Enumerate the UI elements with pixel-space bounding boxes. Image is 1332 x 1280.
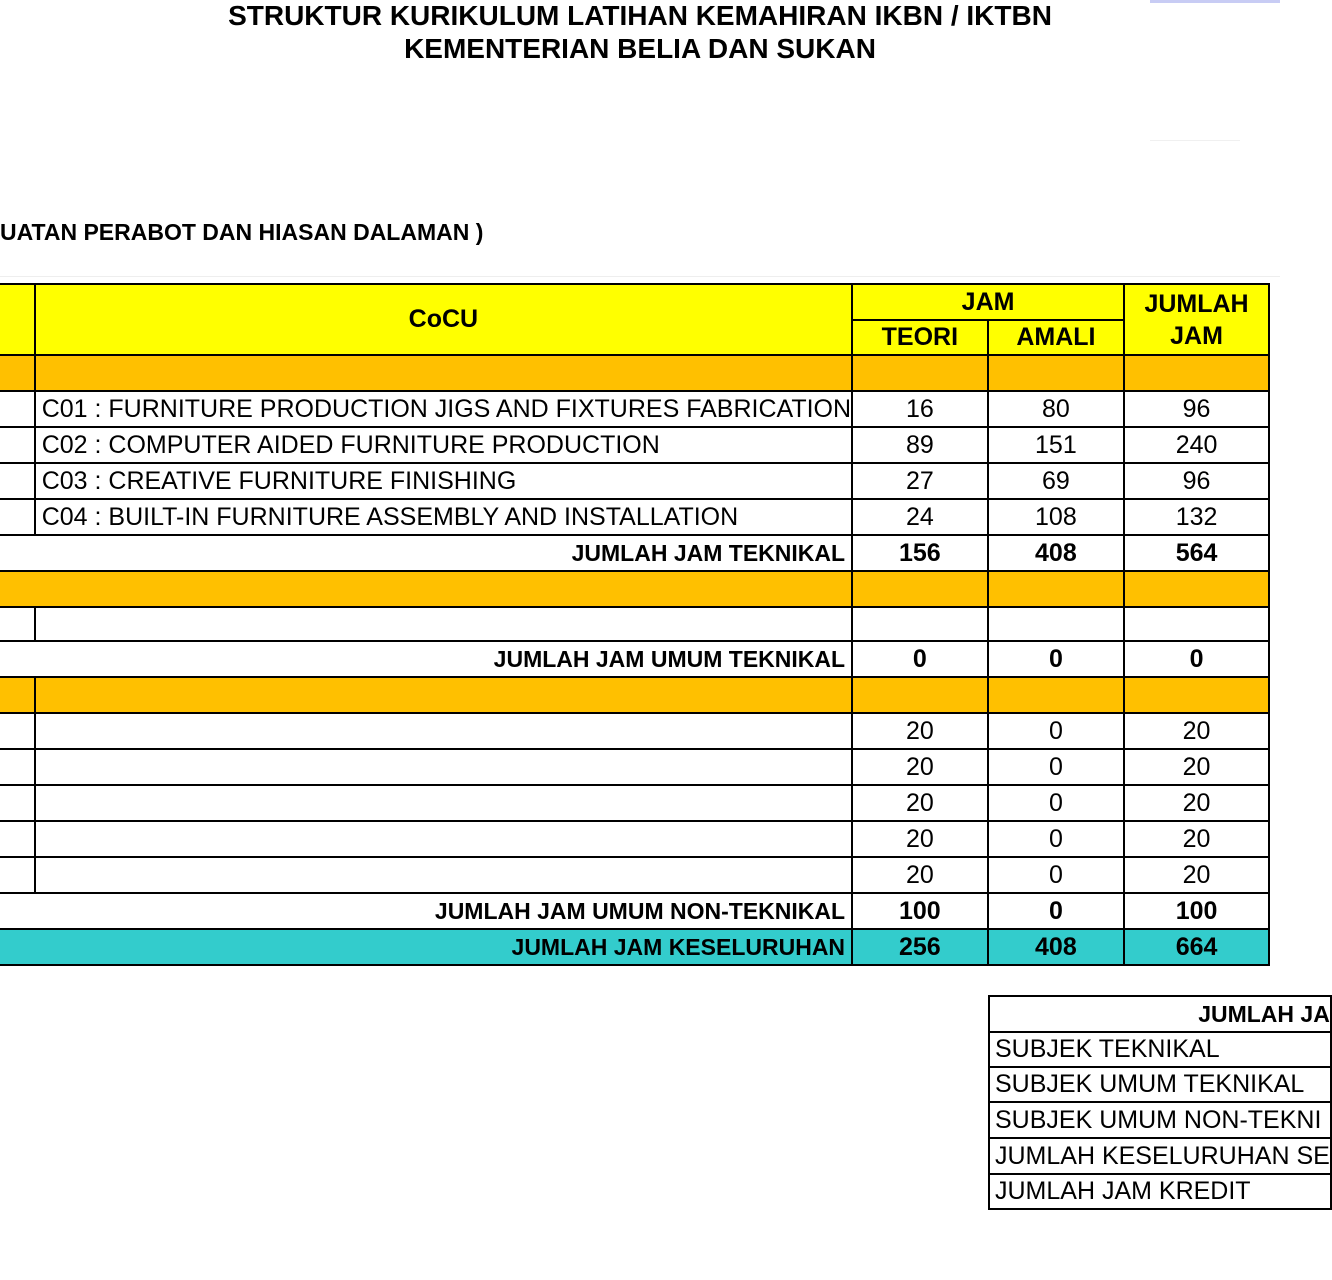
teori-value: 20 <box>852 713 988 749</box>
cocu-name: C01 : FURNITURE PRODUCTION JIGS AND FIXTURES FABRICATION <box>35 391 852 427</box>
teori-value: 20 <box>852 821 988 857</box>
teori-value: 27 <box>852 463 988 499</box>
summary-header: JUMLAH JA <box>989 996 1331 1032</box>
amali-value: 0 <box>988 713 1124 749</box>
total-amali: 0 <box>988 641 1124 677</box>
grand-total-amali: 408 <box>988 929 1124 965</box>
jumlah-value: 240 <box>1124 427 1269 463</box>
jumlah-value: 96 <box>1124 463 1269 499</box>
teori-value: 24 <box>852 499 988 535</box>
amali-value: 0 <box>988 857 1124 893</box>
jumlah-value: 20 <box>1124 749 1269 785</box>
header-jumlah-line1: JUMLAH <box>1144 289 1249 318</box>
amali-value: 0 <box>988 785 1124 821</box>
teori-value: 16 <box>852 391 988 427</box>
total-teori: 0 <box>852 641 988 677</box>
summary-row: JUMLAH KESELURUHAN SE <box>989 1138 1331 1174</box>
header-jumlah-jam <box>1124 284 1269 355</box>
table-row <box>0 821 1269 857</box>
header-row <box>0 284 1269 320</box>
grand-total-jumlah: 664 <box>1124 929 1269 965</box>
jumlah-value: 20 <box>1124 713 1269 749</box>
grand-total-row <box>0 929 1269 965</box>
header-teori: TEORI <box>852 320 988 355</box>
grand-total-label: JUMLAH JAM KESELURUHAN <box>0 929 852 965</box>
jumlah-value: 96 <box>1124 391 1269 427</box>
total-row-non-teknikal <box>0 893 1269 929</box>
total-teori: 156 <box>852 535 988 571</box>
program-name: UATAN PERABOT DAN HIASAN DALAMAN ) <box>0 219 484 245</box>
divider <box>1150 140 1240 141</box>
teori-value: 20 <box>852 749 988 785</box>
cocu-name: C03 : CREATIVE FURNITURE FINISHING <box>35 463 852 499</box>
total-jumlah: 100 <box>1124 893 1269 929</box>
cocu-name: C02 : COMPUTER AIDED FURNITURE PRODUCTION <box>35 427 852 463</box>
teori-value: 20 <box>852 785 988 821</box>
total-jumlah: 564 <box>1124 535 1269 571</box>
amali-value: 0 <box>988 749 1124 785</box>
total-amali: 408 <box>988 535 1124 571</box>
section-row <box>0 571 1269 607</box>
teori-value: 20 <box>852 857 988 893</box>
jumlah-value: 20 <box>1124 785 1269 821</box>
summary-row: SUBJEK UMUM TEKNIKAL <box>989 1067 1331 1102</box>
total-teori: 100 <box>852 893 988 929</box>
summary-row: JUMLAH JAM KREDIT <box>989 1174 1331 1209</box>
section-row <box>0 355 1269 391</box>
page-title: STRUKTUR KURIKULUM LATIHAN KEMAHIRAN IKBN / IKTBN <box>228 0 1052 31</box>
cocu-name: C04 : BUILT-IN FURNITURE ASSEMBLY AND INSTALLATION <box>35 499 852 535</box>
total-jumlah: 0 <box>1124 641 1269 677</box>
summary-table <box>988 995 1332 1210</box>
table-row <box>0 749 1269 785</box>
amali-value: 80 <box>988 391 1124 427</box>
grand-total-teori: 256 <box>852 929 988 965</box>
jumlah-value: 20 <box>1124 857 1269 893</box>
header-jam: JAM <box>852 284 1124 320</box>
total-label: JUMLAH JAM UMUM NON-TEKNIKAL <box>0 893 852 929</box>
amali-value: 0 <box>988 821 1124 857</box>
total-label: JUMLAH JAM TEKNIKAL <box>0 535 852 571</box>
header-cocu: CoCU <box>35 284 852 355</box>
amali-value: 151 <box>988 427 1124 463</box>
header-amali: AMALI <box>988 320 1124 355</box>
curriculum-table <box>0 283 1270 966</box>
total-row-teknikal <box>0 535 1269 571</box>
divider <box>0 276 1280 277</box>
total-label: JUMLAH JAM UMUM TEKNIKAL <box>0 641 852 677</box>
amali-value: 108 <box>988 499 1124 535</box>
jumlah-value: 20 <box>1124 821 1269 857</box>
jumlah-value: 132 <box>1124 499 1269 535</box>
header-jumlah-line2: JAM <box>1170 321 1223 350</box>
summary-row: SUBJEK UMUM NON-TEKNI <box>989 1102 1331 1138</box>
table-row <box>0 857 1269 893</box>
table-row <box>0 391 1269 427</box>
table-row <box>0 607 1269 641</box>
header-cell-blank <box>0 284 35 355</box>
table-row <box>0 499 1269 535</box>
teori-value: 89 <box>852 427 988 463</box>
table-row <box>0 427 1269 463</box>
table-row <box>0 713 1269 749</box>
page-subtitle: KEMENTERIAN BELIA DAN SUKAN <box>404 33 876 64</box>
total-row-umum-teknikal <box>0 641 1269 677</box>
summary-row: SUBJEK TEKNIKAL <box>989 1032 1331 1067</box>
total-amali: 0 <box>988 893 1124 929</box>
amali-value: 69 <box>988 463 1124 499</box>
table-row <box>0 785 1269 821</box>
section-row <box>0 677 1269 713</box>
table-row <box>0 463 1269 499</box>
